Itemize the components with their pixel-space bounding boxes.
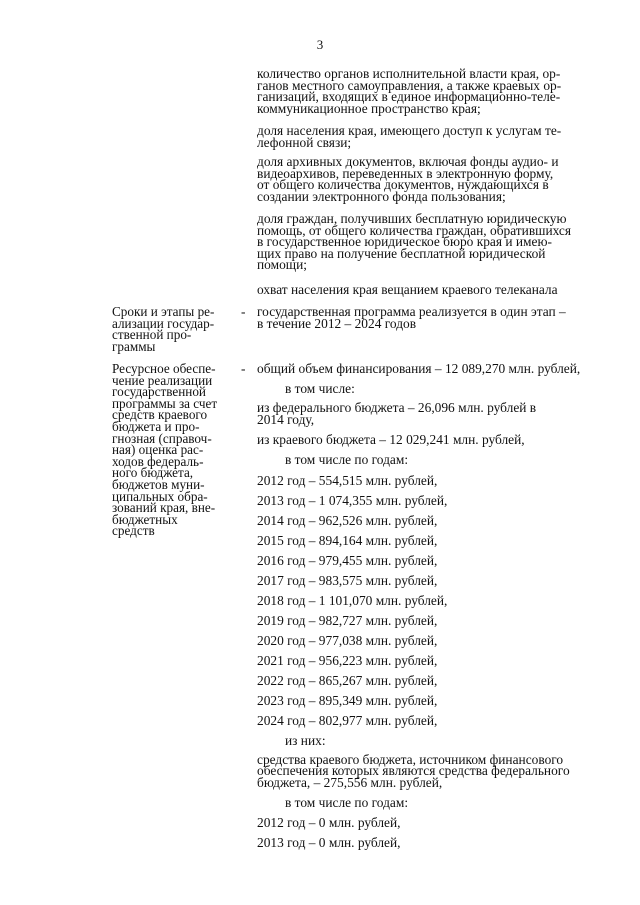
year-line: 2020 год – 977,038 млн. рублей, — [257, 633, 438, 648]
year-line: 2013 год – 0 млн. рублей, — [257, 835, 401, 850]
year-line: 2013 год – 1 074,355 млн. рублей, — [257, 493, 448, 508]
year-line: 2022 год – 865,267 млн. рублей, — [257, 673, 438, 688]
by-years-label: в том числе по годам: — [285, 452, 409, 467]
year-line: 2017 год – 983,575 млн. рублей, — [257, 573, 438, 588]
federal-sourced-funds: средства краевого бюджета, источником финансового обеспечения которых являются средства федерального бюджета, – 275,556 млн. рублей, — [257, 752, 570, 790]
resources-dash: - — [241, 361, 246, 376]
by-years-label-2: в том числе по годам: — [285, 795, 409, 810]
year-line: 2015 год – 894,164 млн. рублей, — [257, 533, 438, 548]
year-line: 2018 год – 1 101,070 млн. рублей, — [257, 593, 448, 608]
indicator-paragraph: доля населения края, имеющего доступ к услугам те- лефонной связи; — [257, 123, 562, 150]
federal-budget: из федерального бюджета – 26,096 млн. рублей в 2014 году, — [257, 400, 537, 427]
year-line: 2012 год – 554,515 млн. рублей, — [257, 473, 438, 488]
terms-label: Сроки и этапы ре- ализации государ- ственной про- граммы — [112, 304, 215, 354]
year-line: 2021 год – 956,223 млн. рублей, — [257, 653, 438, 668]
indicator-paragraph: охват населения края вещанием краевого телеканала — [257, 282, 558, 297]
resources-label: Ресурсное обеспе- чение реализации государственной программы за счет средств краевого бюджета и про- гнозная (справоч- ная) оценка рас- ходов федераль- ного бюджета, бюджетов муни- ципальных обра- зований края, вне- бюджетных средств — [112, 361, 218, 539]
year-line: 2024 год – 802,977 млн. рублей, — [257, 713, 438, 728]
year-line: 2019 год – 982,727 млн. рублей, — [257, 613, 438, 628]
terms-dash: - — [241, 304, 246, 319]
incl-label: в том числе: — [285, 381, 355, 396]
page-number: 3 — [316, 37, 324, 52]
indicator-paragraph: доля граждан, получивших бесплатную юридическую помощь, от общего количества граждан, обратившихся в государственное юридическое бюро края и имею- щих право на получение бесплатной юридической помощи; — [257, 211, 572, 273]
year-line: 2012 год – 0 млн. рублей, — [257, 815, 401, 830]
total-funding: общий объем финансирования – 12 089,270 млн. рублей, — [257, 361, 581, 376]
regional-budget: из краевого бюджета – 12 029,241 млн. рублей, — [257, 432, 525, 447]
of-them-label: из них: — [285, 733, 326, 748]
year-line: 2014 год – 962,526 млн. рублей, — [257, 513, 438, 528]
indicator-paragraph: доля архивных документов, включая фонды аудио- и видеоархивов, переведенных в электронную форму, от общего количества документов, нуждающихся в создании электронного фонда пользования; — [257, 154, 559, 204]
indicator-paragraph: количество органов исполнительной власти края, ор- ганов местного самоуправления, а также краевых ор- ганизаций, входящих в единое информационно-теле- коммуникационное пространство края; — [257, 66, 562, 116]
year-line: 2016 год – 979,455 млн. рублей, — [257, 553, 438, 568]
year-line: 2023 год – 895,349 млн. рублей, — [257, 693, 438, 708]
